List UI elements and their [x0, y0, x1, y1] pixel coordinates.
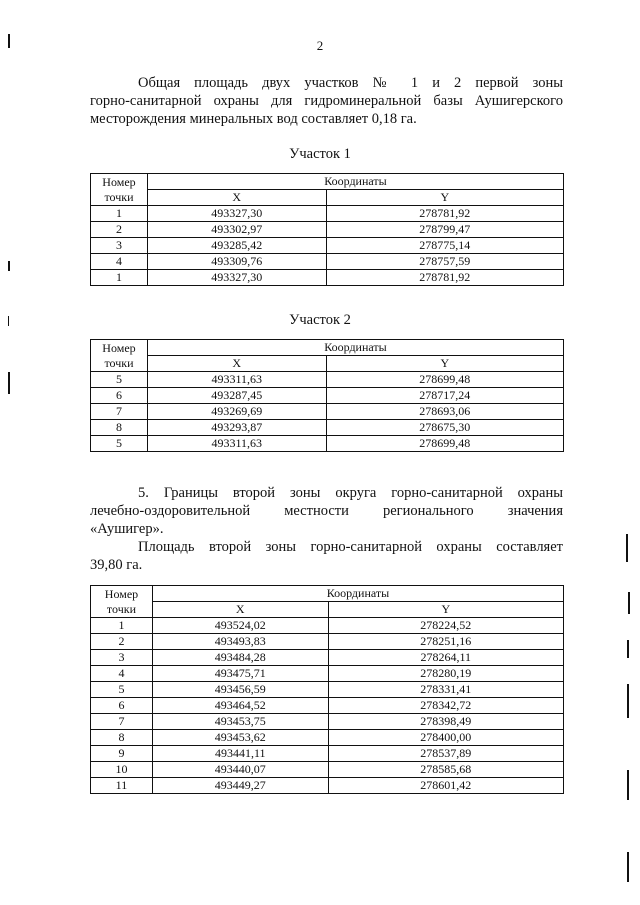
table-row: [91, 238, 564, 254]
scan-mark: [628, 592, 630, 614]
area-line: 39,80 га.: [90, 557, 143, 573]
coordinates-header: Координаты: [147, 174, 563, 190]
area-line: Площадь второй зоны горно-санитарной охраны составляет: [138, 539, 563, 555]
table-row: [91, 436, 564, 452]
x-coordinate-cell: 493293,87: [147, 420, 326, 436]
x-coordinate-cell: 493453,62: [152, 730, 328, 746]
table-row: [91, 388, 564, 404]
point-number-cell: 2: [91, 634, 153, 650]
coordinates-header: Координаты: [152, 586, 563, 602]
point-number-cell: 6: [91, 698, 153, 714]
scan-mark: [626, 534, 628, 562]
x-coordinate-cell: 493475,71: [152, 666, 328, 682]
y-coordinate-cell: 278331,41: [328, 682, 563, 698]
y-coordinate-cell: 278400,00: [328, 730, 563, 746]
table-row: [91, 254, 564, 270]
x-coordinate-cell: 493309,76: [147, 254, 326, 270]
table-row: [91, 634, 564, 650]
point-number-cell: 10: [91, 762, 153, 778]
scan-mark: [8, 316, 9, 326]
intro-paragraph: [90, 74, 563, 128]
x-coordinate-cell: 493269,69: [147, 404, 326, 420]
y-header: Y: [326, 356, 563, 372]
x-coordinate-cell: 493327,30: [147, 270, 326, 286]
x-coordinate-cell: 493484,28: [152, 650, 328, 666]
scan-mark: [627, 684, 629, 718]
section5-line: 5. Границы второй зоны округа горно-санитарной охраны: [138, 485, 563, 501]
table-row: [91, 698, 564, 714]
table-row: [91, 714, 564, 730]
table-row: [91, 420, 564, 436]
x-coordinate-cell: 493327,30: [147, 206, 326, 222]
point-number-cell: 8: [91, 730, 153, 746]
y-coordinate-cell: 278757,59: [326, 254, 563, 270]
y-coordinate-cell: 278699,48: [326, 436, 563, 452]
point-number-cell: 7: [91, 714, 153, 730]
y-coordinate-cell: 278398,49: [328, 714, 563, 730]
coordinates-header: Координаты: [147, 340, 563, 356]
y-coordinate-cell: 278537,89: [328, 746, 563, 762]
table-row: [91, 682, 564, 698]
x-coordinate-cell: 493287,45: [147, 388, 326, 404]
scan-mark: [627, 640, 629, 658]
x-coordinate-cell: 493441,11: [152, 746, 328, 762]
point-number-cell: 5: [91, 372, 148, 388]
x-header: X: [147, 190, 326, 206]
y-coordinate-cell: 278675,30: [326, 420, 563, 436]
point-number-cell: 1: [91, 270, 148, 286]
y-coordinate-cell: 278601,42: [328, 778, 563, 794]
y-coordinate-cell: 278342,72: [328, 698, 563, 714]
y-coordinate-cell: 278775,14: [326, 238, 563, 254]
y-header: Y: [326, 190, 563, 206]
point-number-cell: 7: [91, 404, 148, 420]
site2-title: Участок 2: [289, 312, 351, 328]
point-number-cell: 2: [91, 222, 148, 238]
y-coordinate-cell: 278585,68: [328, 762, 563, 778]
x-coordinate-cell: 493311,63: [147, 436, 326, 452]
point-number-cell: 4: [91, 254, 148, 270]
point-number-cell: 11: [91, 778, 153, 794]
site2-coordinates-table: [90, 339, 564, 452]
area-paragraph: [90, 538, 563, 574]
table-row: [91, 762, 564, 778]
site1-title: Участок 1: [289, 146, 351, 162]
y-coordinate-cell: 278251,16: [328, 634, 563, 650]
x-coordinate-cell: 493456,59: [152, 682, 328, 698]
section5-line: «Аушигер».: [90, 521, 164, 537]
table-row: [91, 618, 564, 634]
scan-mark: [8, 34, 10, 48]
point-number-cell: 5: [91, 436, 148, 452]
x-coordinate-cell: 493302,97: [147, 222, 326, 238]
y-header: Y: [328, 602, 563, 618]
intro-line: горно-санитарной охраны для гидроминеральной базы Аушигерского: [90, 93, 563, 109]
y-coordinate-cell: 278781,92: [326, 270, 563, 286]
table-row: [91, 666, 564, 682]
intro-line: месторождения минеральных вод составляет 0,18 га.: [90, 111, 417, 127]
point-number-cell: 1: [91, 206, 148, 222]
point-number-header: Номер точки: [91, 174, 148, 206]
table-row: [91, 270, 564, 286]
point-number-cell: 3: [91, 650, 153, 666]
scan-mark: [8, 372, 10, 394]
point-number-cell: 8: [91, 420, 148, 436]
point-number-cell: 4: [91, 666, 153, 682]
point-number-cell: 6: [91, 388, 148, 404]
scan-mark: [627, 770, 629, 800]
x-coordinate-cell: 493285,42: [147, 238, 326, 254]
y-coordinate-cell: 278280,19: [328, 666, 563, 682]
x-coordinate-cell: 493440,07: [152, 762, 328, 778]
x-coordinate-cell: 493311,63: [147, 372, 326, 388]
zone2-coordinates-table: [90, 585, 564, 794]
point-number-header: Номер точки: [91, 340, 148, 372]
y-coordinate-cell: 278699,48: [326, 372, 563, 388]
x-coordinate-cell: 493464,52: [152, 698, 328, 714]
y-coordinate-cell: 278224,52: [328, 618, 563, 634]
x-header: X: [152, 602, 328, 618]
x-coordinate-cell: 493524,02: [152, 618, 328, 634]
point-number-cell: 1: [91, 618, 153, 634]
x-header: X: [147, 356, 326, 372]
point-number-cell: 9: [91, 746, 153, 762]
y-coordinate-cell: 278264,11: [328, 650, 563, 666]
y-coordinate-cell: 278781,92: [326, 206, 563, 222]
scan-mark: [627, 852, 629, 882]
table-row: [91, 746, 564, 762]
point-number-cell: 3: [91, 238, 148, 254]
y-coordinate-cell: 278693,06: [326, 404, 563, 420]
table-row: [91, 206, 564, 222]
table-row: [91, 650, 564, 666]
table-row: [91, 372, 564, 388]
x-coordinate-cell: 493453,75: [152, 714, 328, 730]
intro-line: Общая площадь двух участков № 1 и 2 первой зоны: [138, 75, 563, 91]
point-number-header: Номер точки: [91, 586, 153, 618]
section5-paragraph: [90, 484, 563, 538]
y-coordinate-cell: 278799,47: [326, 222, 563, 238]
table-row: [91, 778, 564, 794]
section5-line: лечебно-оздоровительной местности регионального значения: [90, 503, 563, 519]
point-number-cell: 5: [91, 682, 153, 698]
table-row: [91, 404, 564, 420]
site1-coordinates-table: [90, 173, 564, 286]
x-coordinate-cell: 493449,27: [152, 778, 328, 794]
scan-mark: [8, 261, 10, 271]
y-coordinate-cell: 278717,24: [326, 388, 563, 404]
page-number: 2: [316, 38, 324, 53]
table-row: [91, 222, 564, 238]
table-row: [91, 730, 564, 746]
x-coordinate-cell: 493493,83: [152, 634, 328, 650]
